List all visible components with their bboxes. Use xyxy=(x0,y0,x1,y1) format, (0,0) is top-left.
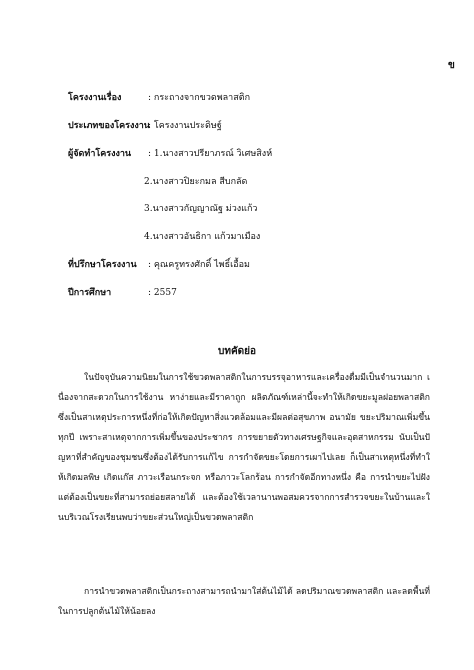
author-3: 3.นางสาวกัญญาณัฐ ม่วงแก้ว xyxy=(144,204,258,214)
academic-year-value: : 2557 xyxy=(148,288,177,298)
abstract-paragraph-2: การนำขวดพลาสติกเป็นกระถางสามารถนำมาใส่ต้นไม้ได้ ลดปริมาณขวดพลาสติก และลดพื้นที่ในการปลูกต้นไม้ให้น้อยลง xyxy=(58,587,430,617)
advisor-label: ที่ปรึกษาโครงงาน xyxy=(68,260,137,270)
project-type-label: ประเภทของโครงงาน xyxy=(68,121,150,131)
author-4: 4.นางสาวอันธิกา แก้วมาเมือง xyxy=(144,232,261,242)
project-type-value: : โครงงานประดิษฐ์ xyxy=(148,121,222,131)
abstract-paragraph-1: ในปัจจุบันความนิยมในการใช้ขวดพลาสติกในการบรรจุอาหารและเครื่องดื่มมีเป็นจำนวนมาก เนื่องจากสะดวกในการใช้งาน หาง่ายและมีราคาถูก ผลิตภัณฑ์เหล่านี้จะทำให้เกิดขยะมูลฝอยพลาสติก ซึ่งเป็นสาเหตุประการหนึ่งที่ก่อให้เกิดปัญหาสิ่งแวดล้อมและมีผลต่อสุขภาพ อนามัย ขยะปริมาณเพิ่มขึ้นทุกปี เพราะสาเหตุจากการเพิ่มขึ้นของประชากร การขยายตัวทางเศรษฐกิจและอุตสาหกรรม นับเป็นปัญหาที่สำคัญของชุมชนซึ่งต้องได้รับการแก้ไข การกำจัดขยะโดยการเผาไปเลย ก็เป็นสาเหตุหนึ่งที่ทำให้เกิดมลพิษ เกิดแก๊ส ภาวะเรือนกระจก หรือภาวะโลกร้อน การกำจัดอีกทางหนึ่ง คือ การนำขยะไปฝัง แต่ต้องเป็นขยะที่สามารถย่อยสลายได้ และต้องใช้เวลานานพอสมควรจากการสำรวจขยะในบ้านและในบริเวณโรงเรียนพบว่าขยะส่วนใหญ่เป็นขวดพลาสติก xyxy=(58,373,430,523)
project-title-label: โครงงานเรื่อง xyxy=(68,93,122,103)
authors-label: ผู้จัดทำโครงงาน xyxy=(68,149,132,159)
project-title-value: : กระถางจากขวดพลาสติก xyxy=(148,93,251,103)
author-1: : 1.นางสาวปรียาภรณ์ วิเศษสิงห์ xyxy=(148,149,273,159)
page-number: ข xyxy=(448,60,455,71)
author-2: 2.นางสาวปิยะกมล สีบกลัด xyxy=(144,177,248,187)
advisor-value: : คุณครูทรงศักดิ์ ไพธิ์เอื้อม xyxy=(148,260,250,270)
abstract-title: บทคัดย่อ xyxy=(218,346,256,357)
academic-year-label: ปีการศึกษา xyxy=(68,288,112,298)
